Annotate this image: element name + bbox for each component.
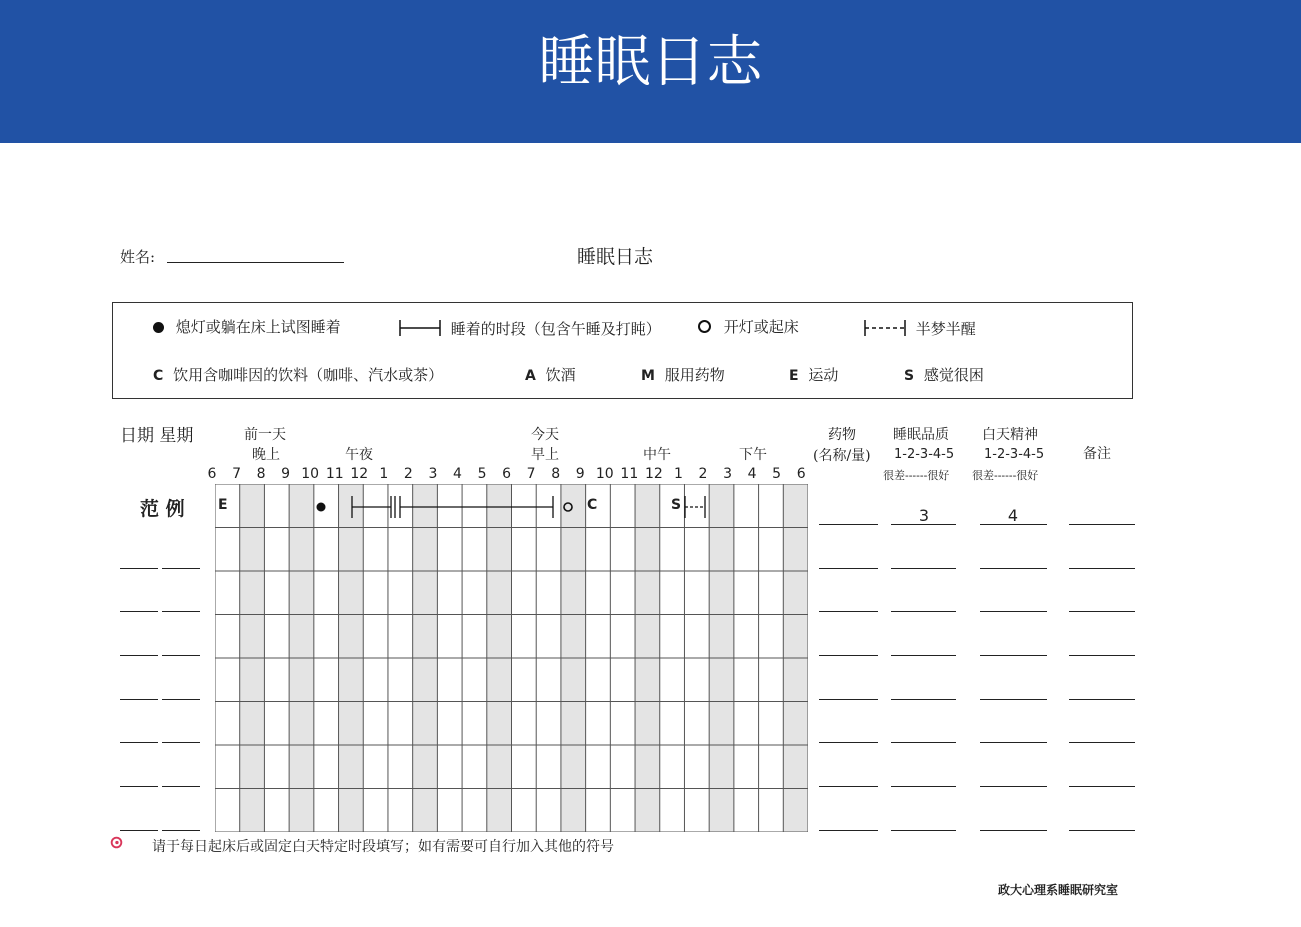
example-lights-off-dot [317, 503, 326, 512]
hour-label: 2 [403, 466, 413, 482]
example-lights-on-circle [564, 503, 572, 511]
hour-label: 9 [575, 466, 585, 482]
legend-sleepy: S 感觉很困 [904, 366, 984, 384]
example-row-label: 范 例 [140, 498, 185, 520]
answer-blank-line[interactable] [819, 611, 878, 612]
answer-blank-line[interactable] [980, 786, 1047, 787]
answer-blank-line[interactable] [980, 655, 1047, 656]
answer-blank-line[interactable] [891, 742, 956, 743]
afternoon-header: 下午 [739, 447, 767, 463]
sleep-bar-icon [398, 318, 442, 338]
answer-blank-line[interactable] [1069, 524, 1135, 525]
date-blank-line[interactable] [120, 830, 158, 831]
example-caffeine-mark: C [587, 497, 598, 513]
hour-label: 12 [350, 466, 369, 482]
energy-scale: 1-2-3-4-5 [984, 447, 1045, 462]
hour-label: 6 [207, 466, 217, 482]
midnight-header: 午夜 [345, 447, 373, 463]
hour-label: 10 [301, 466, 320, 482]
answer-blank-line[interactable] [1069, 611, 1135, 612]
answer-blank-line[interactable] [891, 830, 956, 831]
answer-blank-line[interactable] [1069, 830, 1135, 831]
legend-lights-off: 熄灯或躺在床上试图睡着 [153, 318, 341, 336]
answer-blank-line[interactable] [1069, 568, 1135, 569]
answer-blank-line[interactable] [891, 699, 956, 700]
hour-label: 1 [379, 466, 389, 482]
answer-blank-line[interactable] [1069, 742, 1135, 743]
medicine-header: 药物 [828, 427, 856, 443]
date-blank-line[interactable] [162, 830, 200, 831]
legend-exercise: E 运动 [789, 366, 839, 384]
answer-blank-line[interactable] [891, 786, 956, 787]
hour-label: 7 [232, 466, 241, 482]
answer-blank-line[interactable] [819, 524, 878, 525]
hour-label: 4 [453, 466, 462, 482]
example-sleep-markings [215, 484, 808, 528]
hour-label: 4 [747, 466, 757, 482]
hour-label: 5 [772, 466, 782, 482]
legend-caffeine: C 饮用含咖啡因的饮料（咖啡、汽水或茶） [153, 366, 444, 384]
answer-blank-line[interactable] [980, 568, 1047, 569]
legend-sleep-period: 睡着的时段（包含午睡及打盹） [398, 318, 661, 338]
date-blank-line[interactable] [120, 742, 158, 743]
answer-blank-line[interactable] [819, 568, 878, 569]
half-awake-bar-icon [863, 318, 907, 338]
morning-header: 早上 [531, 447, 559, 463]
date-blank-line[interactable] [120, 699, 158, 700]
example-quality-value: 3 [918, 506, 930, 525]
answer-blank-line[interactable] [891, 568, 956, 569]
quality-range: 很差------很好 [883, 469, 950, 482]
hour-label: 10 [595, 466, 614, 482]
date-weekday-header: 日期 星期 [120, 426, 194, 446]
answer-blank-line[interactable] [980, 524, 1047, 525]
answer-blank-line[interactable] [1069, 786, 1135, 787]
footnote: 请于每日起床后或固定白天特定时段填写；如有需要可自行加入其他的符号 [152, 839, 614, 855]
example-energy-value: 4 [1007, 506, 1019, 525]
hour-label: 2 [698, 466, 708, 482]
date-blank-line[interactable] [162, 742, 200, 743]
name-label: 姓名: [120, 248, 156, 266]
date-blank-line[interactable] [162, 568, 200, 569]
hour-label: 5 [477, 466, 487, 482]
legend-box [112, 302, 1133, 399]
answer-blank-line[interactable] [819, 655, 878, 656]
hour-label: 8 [551, 466, 561, 482]
date-blank-line[interactable] [120, 568, 158, 569]
answer-blank-line[interactable] [891, 524, 956, 525]
name-field[interactable] [167, 262, 344, 263]
credit-label: 政大心理系睡眠研究室 [998, 883, 1119, 897]
answer-blank-line[interactable] [1069, 699, 1135, 700]
hour-label: 9 [281, 466, 291, 482]
answer-blank-line[interactable] [1069, 655, 1135, 656]
date-blank-line[interactable] [162, 611, 200, 612]
answer-blank-line[interactable] [891, 611, 956, 612]
date-blank-line[interactable] [162, 786, 200, 787]
answer-blank-line[interactable] [819, 699, 878, 700]
legend-lights-on: 开灯或起床 [698, 318, 799, 336]
prev-day-header: 前一天 [244, 427, 286, 443]
energy-header: 白天精神 [982, 427, 1038, 443]
sheet-title: 睡眠日志 [577, 246, 654, 268]
quality-scale: 1-2-3-4-5 [894, 447, 955, 462]
hour-label: 1 [673, 466, 683, 482]
answer-blank-line[interactable] [819, 830, 878, 831]
example-sleepy-mark: S [671, 497, 682, 513]
energy-range: 很差------很好 [972, 469, 1039, 482]
hour-grid[interactable] [215, 484, 808, 832]
legend-medication: M 服用药物 [641, 366, 725, 384]
legend-half-awake: 半梦半醒 [863, 318, 976, 338]
answer-blank-line[interactable] [819, 742, 878, 743]
hour-label: 3 [428, 466, 438, 482]
answer-blank-line[interactable] [891, 655, 956, 656]
today-header: 今天 [531, 427, 559, 443]
quality-header: 睡眠品质 [893, 427, 949, 443]
answer-blank-line[interactable] [980, 830, 1047, 831]
date-blank-line[interactable] [162, 655, 200, 656]
hour-label: 7 [526, 466, 536, 482]
date-blank-line[interactable] [120, 786, 158, 787]
legend-alcohol: A 饮酒 [525, 366, 576, 384]
answer-blank-line[interactable] [980, 699, 1047, 700]
noon-header: 中午 [643, 447, 671, 463]
notes-header: 备注 [1083, 446, 1111, 462]
evening-header: 晚上 [252, 447, 280, 463]
medicine-subheader: (名称/量) [813, 448, 871, 464]
hour-label: 3 [723, 466, 732, 482]
title-banner [0, 0, 1301, 143]
date-blank-line[interactable] [120, 611, 158, 612]
answer-blank-line[interactable] [980, 611, 1047, 612]
hour-label: 11 [325, 466, 344, 482]
banner-title: 睡眠日志 [538, 30, 763, 95]
filled-dot-icon [153, 322, 164, 333]
spiral-bullet-icon [110, 836, 123, 849]
hour-label: 6 [796, 466, 806, 482]
open-circle-icon [698, 320, 711, 333]
example-exercise-mark: E [218, 497, 228, 513]
date-blank-line[interactable] [162, 699, 200, 700]
hour-label: 11 [620, 466, 639, 482]
answer-blank-line[interactable] [980, 742, 1047, 743]
answer-blank-line[interactable] [819, 786, 878, 787]
hour-label: 6 [502, 466, 512, 482]
hour-label: 8 [256, 466, 266, 482]
date-blank-line[interactable] [120, 655, 158, 656]
hour-label: 12 [644, 466, 663, 482]
